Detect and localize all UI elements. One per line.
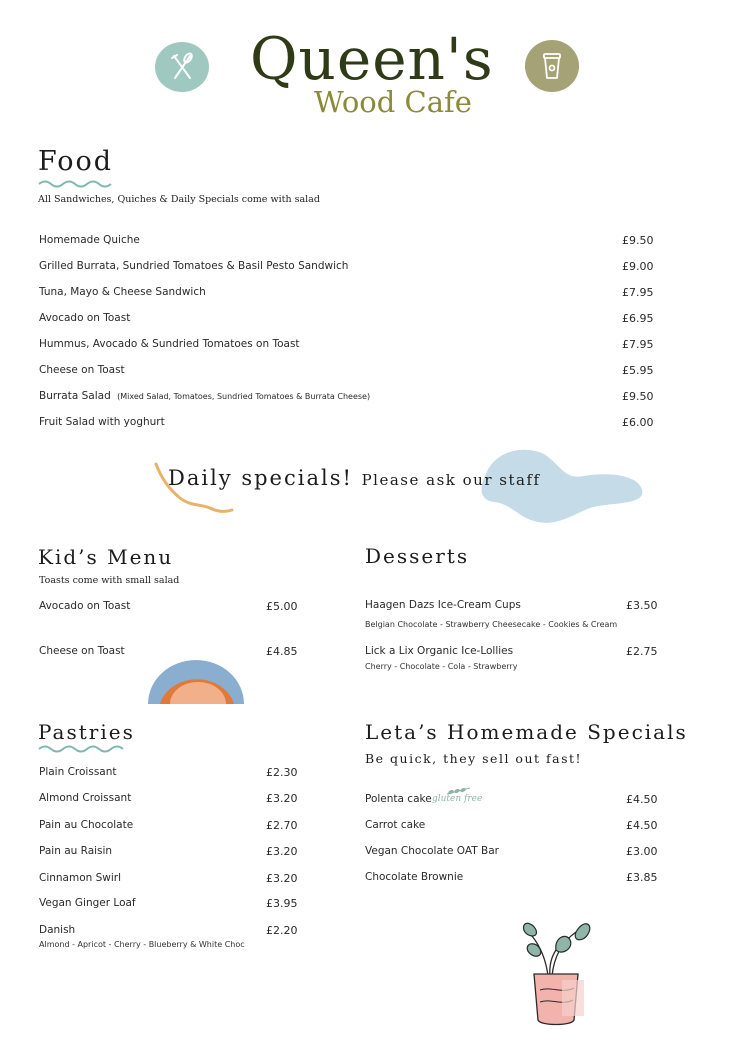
pastry-item-name: Pain au Raisin [39, 845, 113, 857]
food-item-price: £9.00 [622, 260, 654, 273]
food-item-name: Fruit Salad with yoghurt [39, 416, 165, 428]
pastry-item-price: £2.20 [266, 924, 298, 937]
pastry-item-price: £3.20 [266, 845, 298, 858]
desserts-title: Desserts [365, 544, 470, 568]
pastry-item-price: £3.20 [266, 872, 298, 885]
leta-item-price: £3.85 [626, 871, 658, 884]
food-item-name: Hummus, Avocado & Sundried Tomatoes on Toast [39, 338, 300, 350]
food-item-price: £7.95 [622, 338, 654, 351]
pastry-item-name: Almond Croissant [39, 792, 132, 804]
pastry-item-note: Almond - Apricot - Cherry - Blueberry & White Choc [39, 940, 245, 949]
leta-item-price: £4.50 [626, 819, 658, 832]
potted-plant-decoration [518, 916, 594, 1030]
food-item-name: Grilled Burrata, Sundried Tomatoes & Basil Pesto Sandwich [39, 260, 349, 272]
food-item-name: Avocado on Toast [39, 312, 131, 324]
food-item-name: Homemade Quiche [39, 234, 140, 246]
pastry-item-name: Danish [39, 924, 76, 936]
food-item-price: £6.00 [622, 416, 654, 429]
leta-item-name: Polenta cake [365, 793, 432, 805]
leta-title: Leta’s Homemade Specials [365, 720, 688, 744]
kids-item-name: Avocado on Toast [39, 600, 131, 612]
pastry-item-name: Plain Croissant [39, 766, 117, 778]
food-title: Food [38, 146, 114, 177]
food-item-name: Burrata Salad [39, 390, 111, 402]
kids-item-price: £4.85 [266, 645, 298, 658]
leta-item-price: £4.50 [626, 793, 658, 806]
food-item-price: £6.95 [622, 312, 654, 325]
leta-subtitle: Be quick, they sell out fast! [365, 751, 583, 766]
food-wave-underline [38, 179, 116, 189]
food-item-detail: (Mixed Salad, Tomatoes, Sundried Tomatoes & Burrata Cheese) [117, 392, 371, 401]
daily-specials-tail: Please ask our staff [361, 471, 541, 489]
dessert-item-note: Cherry - Chocolate - Cola - Strawberry [365, 662, 518, 671]
kids-item-price: £5.00 [266, 600, 298, 613]
rainbow-decoration [148, 660, 244, 704]
logo-queens: Queen's [250, 25, 494, 93]
kids-item-name: Cheese on Toast [39, 645, 125, 657]
food-item-row [39, 390, 370, 402]
pastry-item-price: £3.20 [266, 792, 298, 805]
pastry-item-name: Vegan Ginger Loaf [39, 897, 136, 909]
pastry-item-price: £2.70 [266, 819, 298, 832]
logo-wood-cafe: Wood Cafe [314, 85, 472, 119]
kids-menu-subtitle: Toasts come with small salad [39, 575, 180, 586]
food-item-price: £7.95 [622, 286, 654, 299]
cutlery-badge [155, 42, 209, 92]
pastries-wave-underline [38, 744, 132, 754]
food-item-name: Tuna, Mayo & Cheese Sandwich [39, 286, 206, 298]
cutlery-icon [155, 42, 209, 92]
kids-menu-title: Kid’s Menu [38, 545, 174, 569]
leta-item-price: £3.00 [626, 845, 658, 858]
leta-item-name: Chocolate Brownie [365, 871, 464, 883]
gluten-free-label: gluten free [432, 794, 483, 804]
pastry-item-name: Cinnamon Swirl [39, 872, 122, 884]
food-item-price: £5.95 [622, 364, 654, 377]
daily-specials-main: Daily specials! [168, 466, 353, 490]
dessert-item-price: £3.50 [626, 599, 658, 612]
food-item-name: Cheese on Toast [39, 364, 125, 376]
dessert-item-name: Lick a Lix Organic Ice-Lollies [365, 645, 514, 657]
food-subtitle: All Sandwiches, Quiches & Daily Specials come with salad [38, 194, 320, 205]
leta-item-name: Carrot cake [365, 819, 426, 831]
leta-item-name: Vegan Chocolate OAT Bar [365, 845, 499, 857]
coffee-cup-icon [525, 40, 579, 92]
pastry-item-name: Pain au Chocolate [39, 819, 134, 831]
pastry-item-price: £3.95 [266, 897, 298, 910]
dessert-item-note: Belgian Chocolate - Strawberry Cheesecake - Cookies & Cream [365, 620, 618, 629]
daily-specials-banner [168, 466, 541, 490]
coffee-badge [525, 40, 579, 92]
pastry-item-price: £2.30 [266, 766, 298, 779]
food-item-price: £9.50 [622, 234, 654, 247]
gluten-free-tag [432, 786, 488, 810]
pastries-title: Pastries [38, 720, 135, 744]
food-item-price: £9.50 [622, 390, 654, 403]
dessert-item-price: £2.75 [626, 645, 658, 658]
dessert-item-name: Haagen Dazs Ice-Cream Cups [365, 599, 521, 611]
